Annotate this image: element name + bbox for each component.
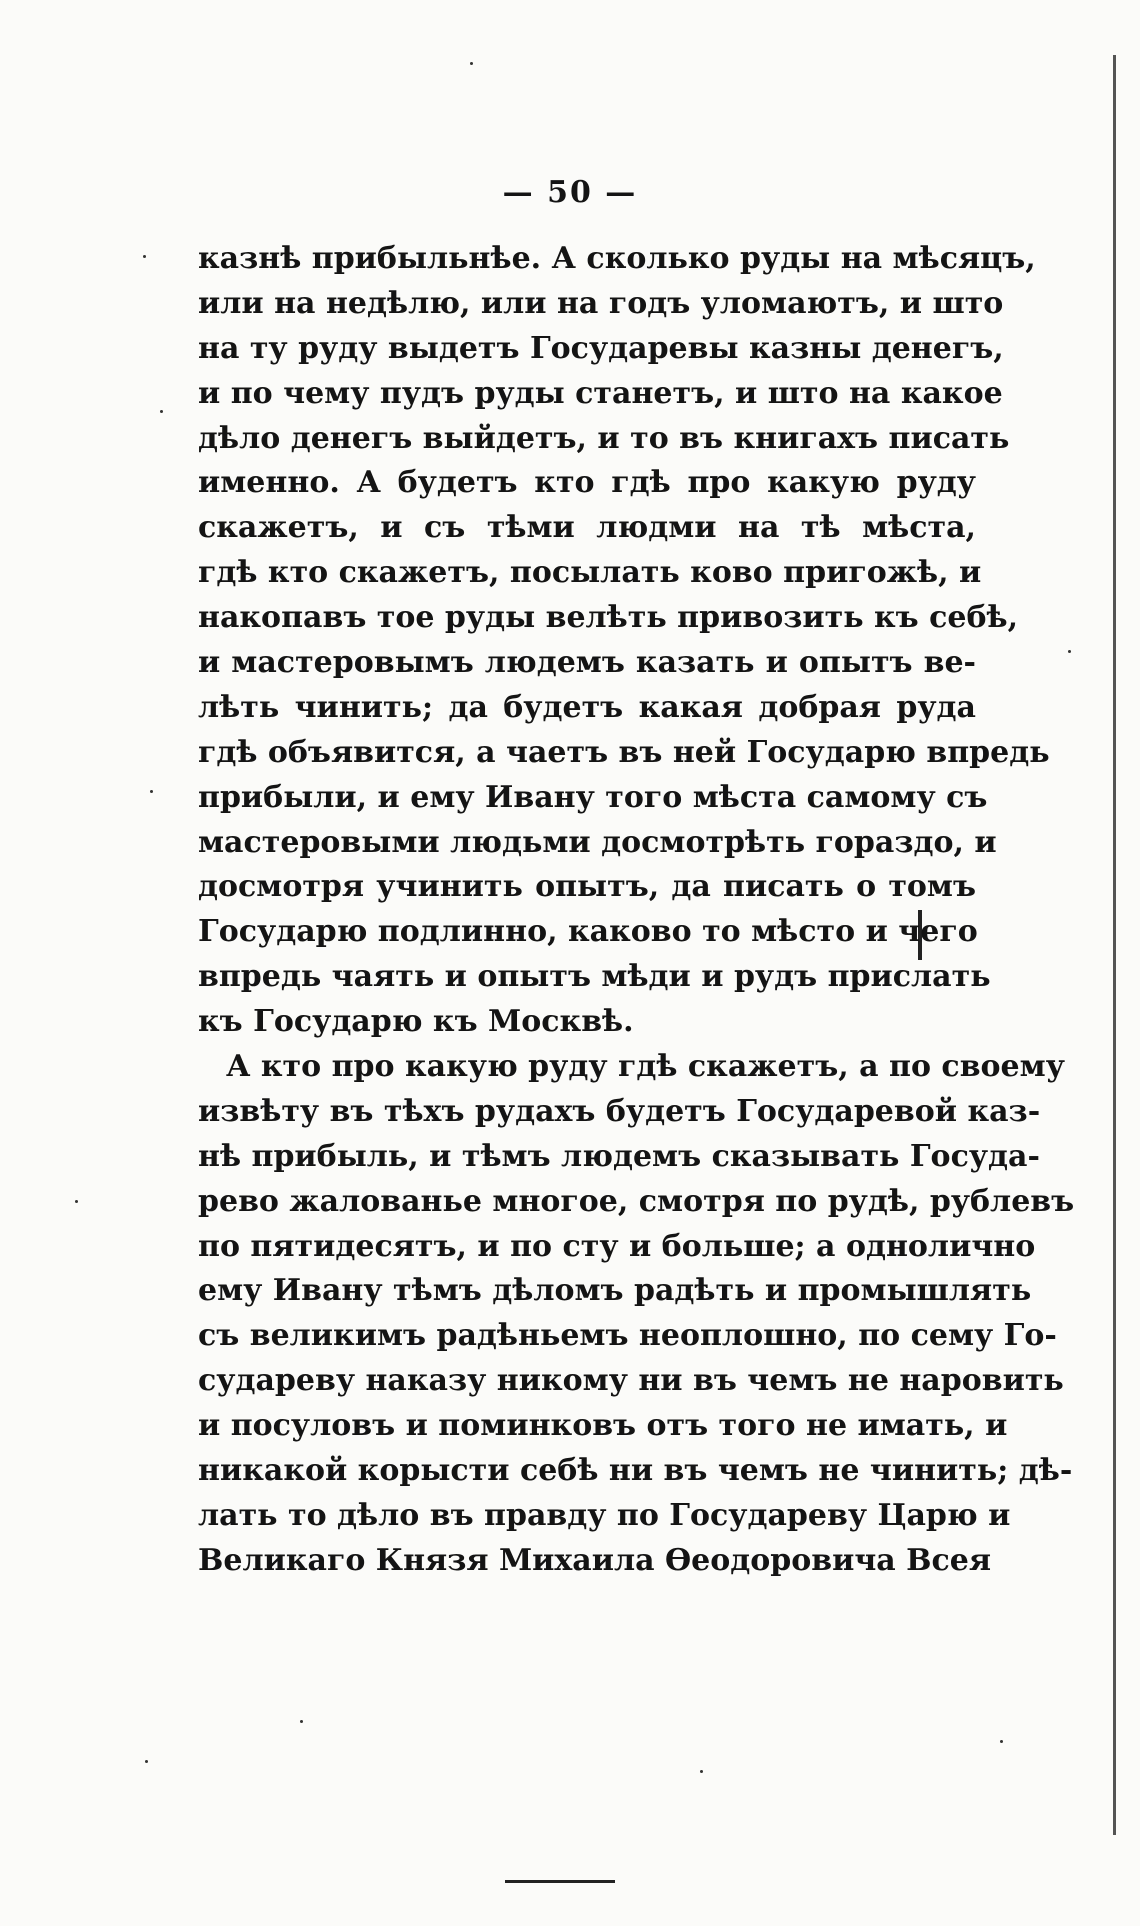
scan-speck [143, 255, 146, 258]
text-line: лать то дѣло въ правду по Государеву Царю и [198, 1497, 1011, 1533]
text-line: скажетъ, и съ тѣми людми на тѣ мѣста, [198, 510, 976, 546]
text-line: прибыли, и ему Ивану того мѣста самому съ [198, 779, 988, 815]
text-line: Великаго Князя Михаила Өеодоровича Всея [198, 1542, 992, 1578]
page-number-header: — 50 — [502, 175, 638, 210]
scan-speck [1000, 1740, 1003, 1743]
text-line: мастеровыми людьми досмотрѣть гораздо, и [198, 824, 997, 860]
text-line: ему Ивану тѣмъ дѣломъ радѣть и промышлять [198, 1273, 1032, 1309]
scan-speck [300, 1720, 303, 1723]
text-line: нѣ прибыль, и тѣмъ людемъ сказывать Госуда- [198, 1138, 1040, 1174]
text-line: никакой корысти себѣ ни въ чемъ не чинить; дѣ- [198, 1453, 1073, 1489]
footer-rule [505, 1880, 615, 1883]
text-line: лѣть чинить; да будетъ какая добрая руда [198, 689, 976, 725]
scan-speck [1068, 650, 1071, 653]
scan-speck [75, 1200, 78, 1203]
body-text [198, 237, 1075, 1584]
text-line: именно. А будетъ кто гдѣ про какую руду [198, 465, 976, 501]
paragraph-1 [198, 237, 1050, 1045]
paragraph-2 [198, 1045, 1075, 1584]
text-line: Государю подлинно, каково то мѣсто и чего [198, 914, 978, 950]
scan-speck [700, 1770, 703, 1773]
text-line: и посуловъ и поминковъ отъ того не имать, и [198, 1408, 1008, 1444]
text-line: или на недѣлю, или на годъ уломаютъ, и што [198, 285, 1004, 321]
text-line: на ту руду выдетъ Государевы казны денегъ, [198, 330, 1004, 366]
text-line: накопавъ тое руды велѣть привозить къ себѣ, [198, 600, 1019, 636]
scan-speck [470, 62, 473, 65]
scan-speck [150, 790, 153, 793]
text-line: рево жалованье многое, смотря по рудѣ, рублевъ [198, 1183, 1075, 1219]
text-line: гдѣ объявится, а чаетъ въ ней Государю впредь [198, 734, 1050, 770]
text-line: и мастеровымъ людемъ казать и опытъ ве- [198, 645, 976, 681]
text-line: по пятидесятъ, и по сту и больше; а одноличнo [198, 1228, 1036, 1264]
text-line: судареву наказу никому ни въ чемъ не наровить [198, 1363, 1064, 1399]
scan-speck [145, 1760, 148, 1763]
page-edge-line [1113, 55, 1116, 1835]
text-line: гдѣ кто скажетъ, посылать ково пригожѣ, и [198, 555, 982, 591]
text-line: казнѣ прибыльнѣе. А сколько руды на мѣсяцъ, [198, 241, 1036, 276]
text-line: А кто про какую руду гдѣ скажетъ, а по своему [226, 1049, 1065, 1085]
text-line: дѣло денегъ выйдетъ, и то въ книгахъ писать [198, 420, 1010, 456]
text-line: извѣту въ тѣхъ рудахъ будетъ Государевой каз- [198, 1093, 1041, 1129]
text-line: впредь чаять и опытъ мѣди и рудъ прислать [198, 959, 991, 995]
text-line: и по чему пудъ руды станетъ, и што на какое [198, 375, 1003, 411]
scan-speck [160, 410, 163, 413]
text-line: къ Государю къ Москвѣ. [198, 1004, 634, 1040]
text-line: досмотря учинить опытъ, да писать о томъ [198, 869, 976, 905]
text-line: съ великимъ радѣньемъ неоплошно, по сему Го- [198, 1318, 1057, 1354]
